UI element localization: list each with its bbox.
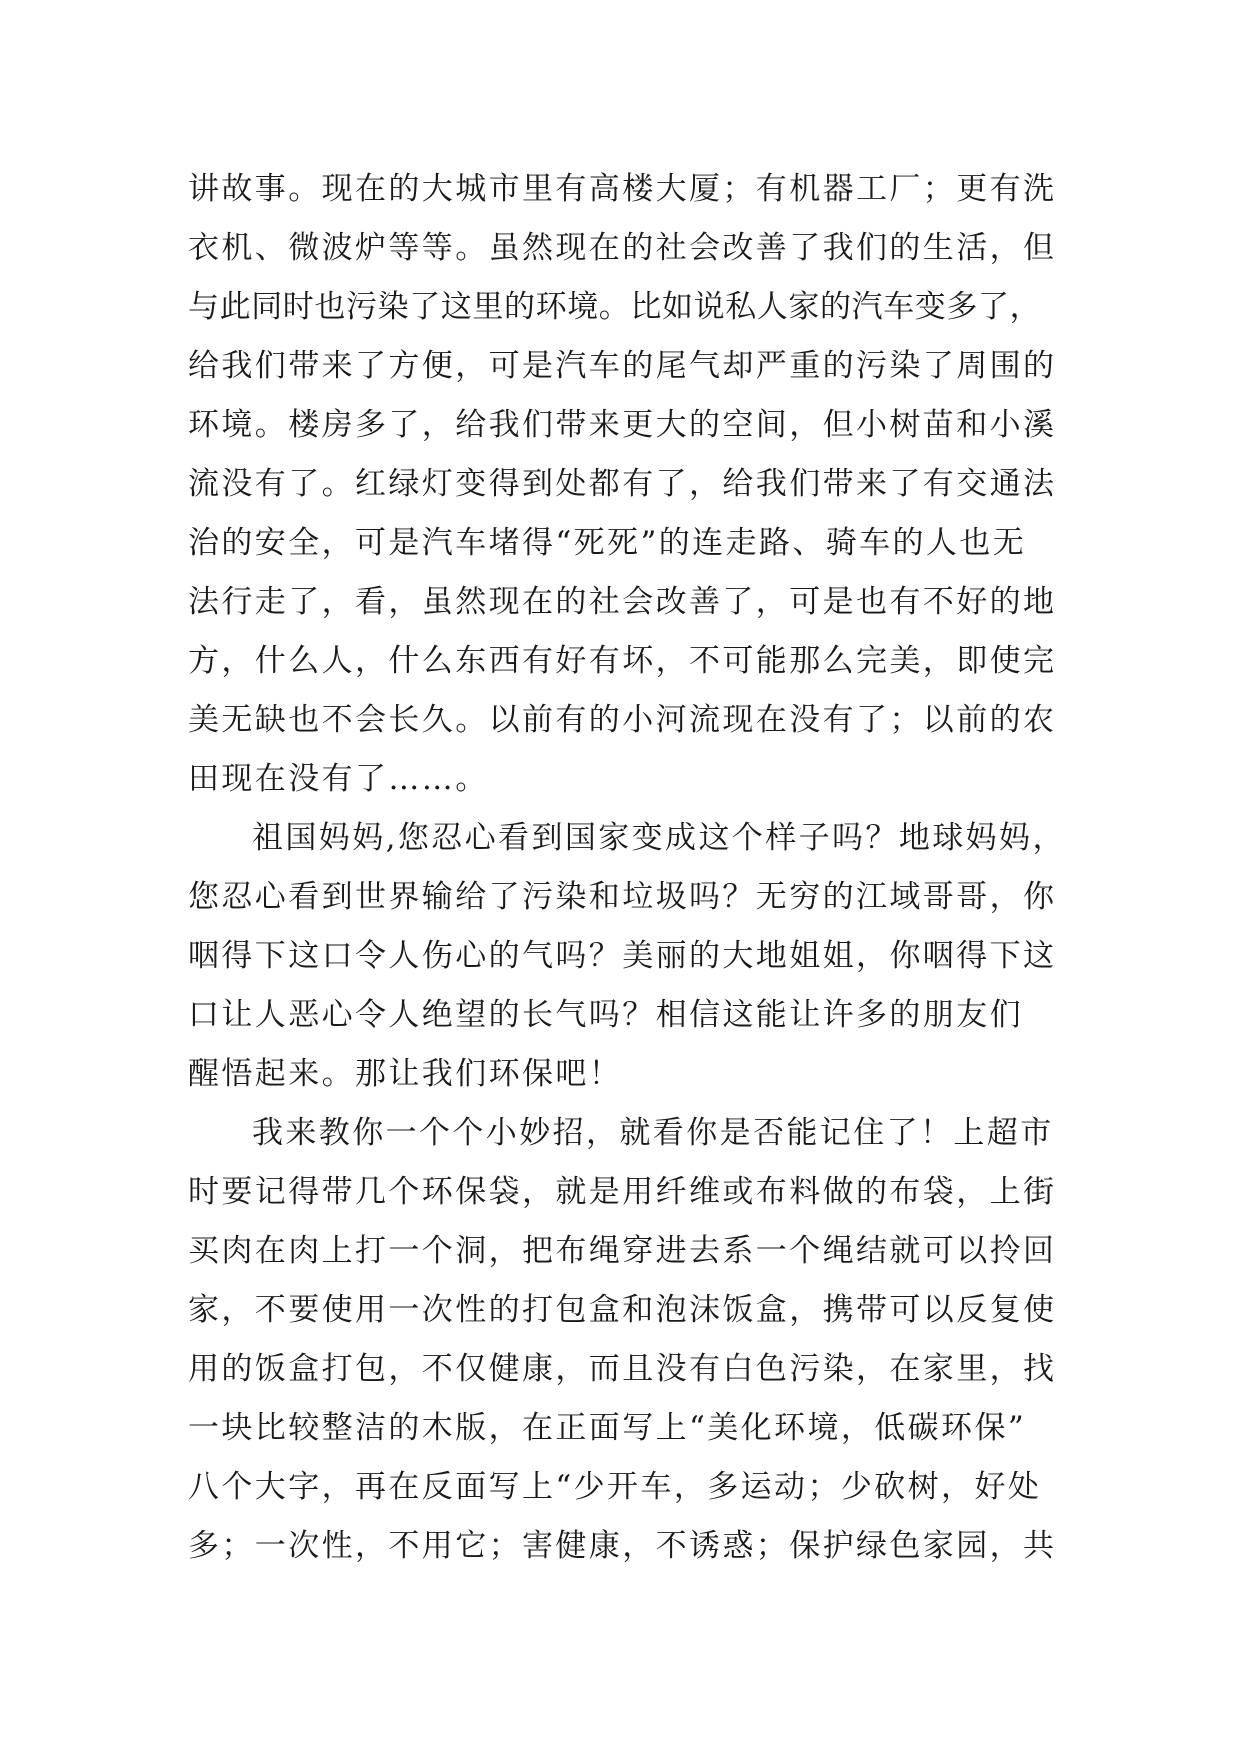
text-line: 美无缺也不会长久。以前有的小河流现在没有了；以前的农 xyxy=(188,702,1057,738)
text-line: 给我们带来了方便，可是汽车的尾气却严重的污染了周围的 xyxy=(188,348,1057,384)
text-line: 讲故事。现在的大城市里有高楼大厦；有机器工厂；更有洗 xyxy=(188,171,1057,207)
text-line: 治的安全，可是汽车堵得“死死”的连走路、骑车的人也无 xyxy=(188,525,1027,561)
text-line: 与此同时也污染了这里的环境。比如说私人家的汽车变多了， xyxy=(188,289,1042,325)
text-line: 田现在没有了……。 xyxy=(188,761,489,797)
text-line: 八个大字，再在反面写上“少开车，多运动；少砍树，好处 xyxy=(188,1469,1042,1505)
text-line: 买肉在肉上打一个洞，把布绳穿进去系一个绳结就可以拎回 xyxy=(188,1233,1057,1269)
text-line: 祖国妈妈,您忍心看到国家变成这个样子吗？地球妈妈， xyxy=(252,820,1066,856)
text-line: 一块比较整洁的木版，在正面写上“美化环境，低碳环保” xyxy=(188,1410,1027,1446)
text-line: 您忍心看到世界输给了污染和垃圾吗？无穷的江域哥哥，你 xyxy=(188,879,1057,915)
text-line: 咽得下这口令人伤心的气吗？美丽的大地姐姐，你咽得下这 xyxy=(188,938,1057,974)
text-line: 家，不要使用一次性的打包盒和泡沫饭盒，携带可以反复使 xyxy=(188,1292,1057,1328)
text-line: 衣机、微波炉等等。虽然现在的社会改善了我们的生活，但 xyxy=(188,230,1057,266)
text-line: 法行走了，看，虽然现在的社会改善了，可是也有不好的地 xyxy=(188,584,1057,620)
text-line: 用的饭盒打包，不仅健康，而且没有白色污染，在家里，找 xyxy=(188,1351,1057,1387)
text-line: 环境。楼房多了，给我们带来更大的空间，但小树苗和小溪 xyxy=(188,407,1057,443)
text-line: 方，什么人，什么东西有好有坏，不可能那么完美，即使完 xyxy=(188,643,1057,679)
body-text xyxy=(188,160,1088,1576)
text-line: 流没有了。红绿灯变得到处都有了，给我们带来了有交通法 xyxy=(188,466,1057,502)
text-line: 我来教你一个个小妙招，就看你是否能记住了！上超市 xyxy=(252,1115,1054,1151)
text-line: 口让人恶心令人绝望的长气吗？相信这能让许多的朋友们 xyxy=(188,997,1023,1033)
text-line: 时要记得带几个环保袋，就是用纤维或布料做的布袋，上街 xyxy=(188,1174,1057,1210)
text-line: 醒悟起来。那让我们环保吧！ xyxy=(188,1056,623,1092)
text-line: 多；一次性，不用它；害健康，不诱惑；保护绿色家园，共 xyxy=(188,1528,1057,1564)
